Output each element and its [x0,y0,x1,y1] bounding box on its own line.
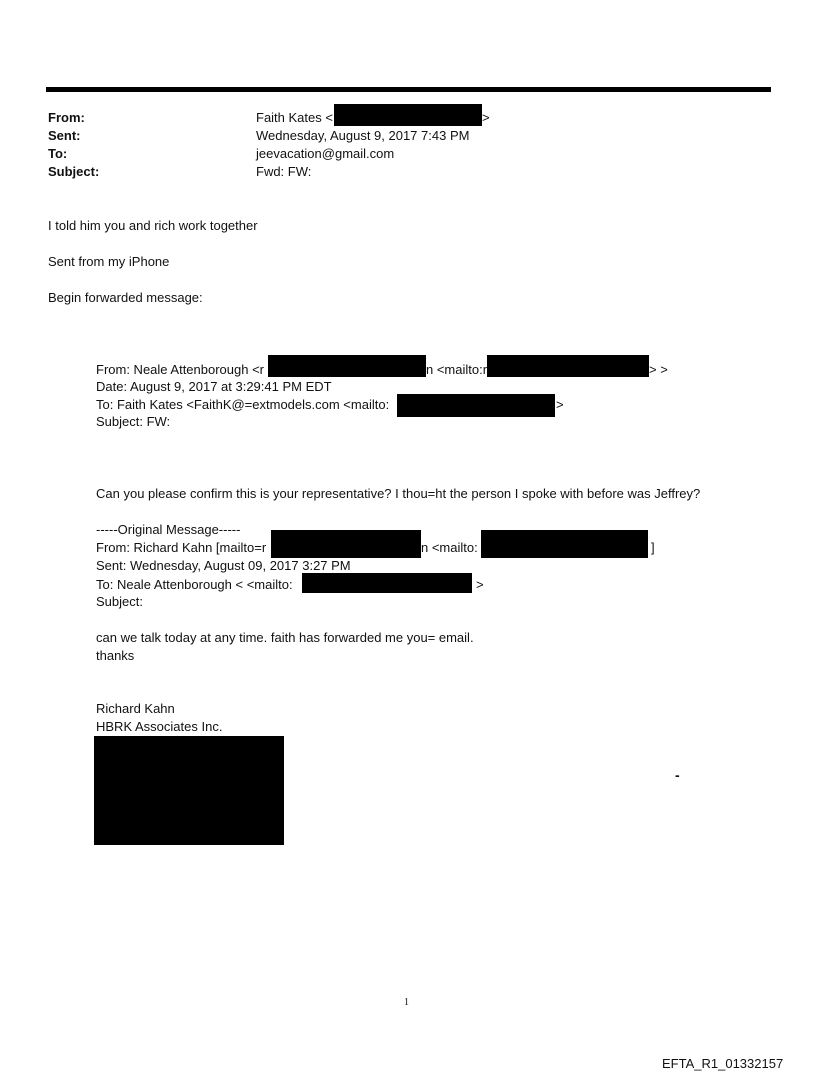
signature-name: Richard Kahn [96,701,175,716]
stray-mark: - [675,767,680,783]
original-separator: -----Original Message----- [96,522,241,537]
orig-sent: Sent: Wednesday, August 09, 2017 3:27 PM [96,558,351,573]
to-label: To: [48,146,68,161]
orig-from-end: ] [651,540,655,555]
redaction-box [94,736,284,845]
orig-subject: Subject: [96,594,143,609]
redaction-box [397,394,555,417]
fwd-question: Can you please confirm this is your representative? I thou=ht the person I spoke with before was Jeffrey? [96,486,701,501]
sent-value: Wednesday, August 9, 2017 7:43 PM [256,128,470,143]
redaction-box [268,355,426,377]
document-id: EFTA_R1_01332157 [662,1056,784,1071]
page-number: 1 [404,997,409,1008]
body-line: Sent from my iPhone [48,254,170,269]
fwd-to-prefix: To: Faith Kates <FaithK@=extmodels.com <mailto: [96,397,390,412]
redaction-box [271,530,421,558]
fwd-from-prefix: From: Neale Attenborough <r [96,362,265,377]
orig-to-prefix: To: Neale Attenborough < <mailto: [96,577,293,592]
redaction-box [302,573,472,593]
header-rule [46,87,771,92]
sent-label: Sent: [48,128,81,143]
redaction-box [481,530,648,558]
body-line: I told him you and rich work together [48,218,258,233]
orig-from-prefix: From: Richard Kahn [mailto=r [96,540,267,555]
orig-message: thanks [96,648,135,663]
orig-from-mid: n <mailto: [421,540,478,555]
from-close: > [482,110,490,125]
redaction-box [487,355,649,377]
to-value: jeevacation@gmail.com [256,146,395,161]
fwd-to-end: > [556,397,564,412]
body-line: Begin forwarded message: [48,290,203,305]
subject-value: Fwd: FW: [256,164,312,179]
signature-company: HBRK Associates Inc. [96,719,223,734]
orig-to-end: > [476,577,484,592]
fwd-subject: Subject: FW: [96,414,171,429]
fwd-from-end: > > [649,362,668,377]
subject-label: Subject: [48,164,100,179]
redaction-box [334,104,482,126]
from-value: Faith Kates < [256,110,333,125]
from-label: From: [48,110,85,125]
orig-message: can we talk today at any time. faith has forwarded me you= email. [96,630,474,645]
fwd-from-mid: n <mailto:r [426,362,488,377]
fwd-date: Date: August 9, 2017 at 3:29:41 PM EDT [96,379,332,394]
